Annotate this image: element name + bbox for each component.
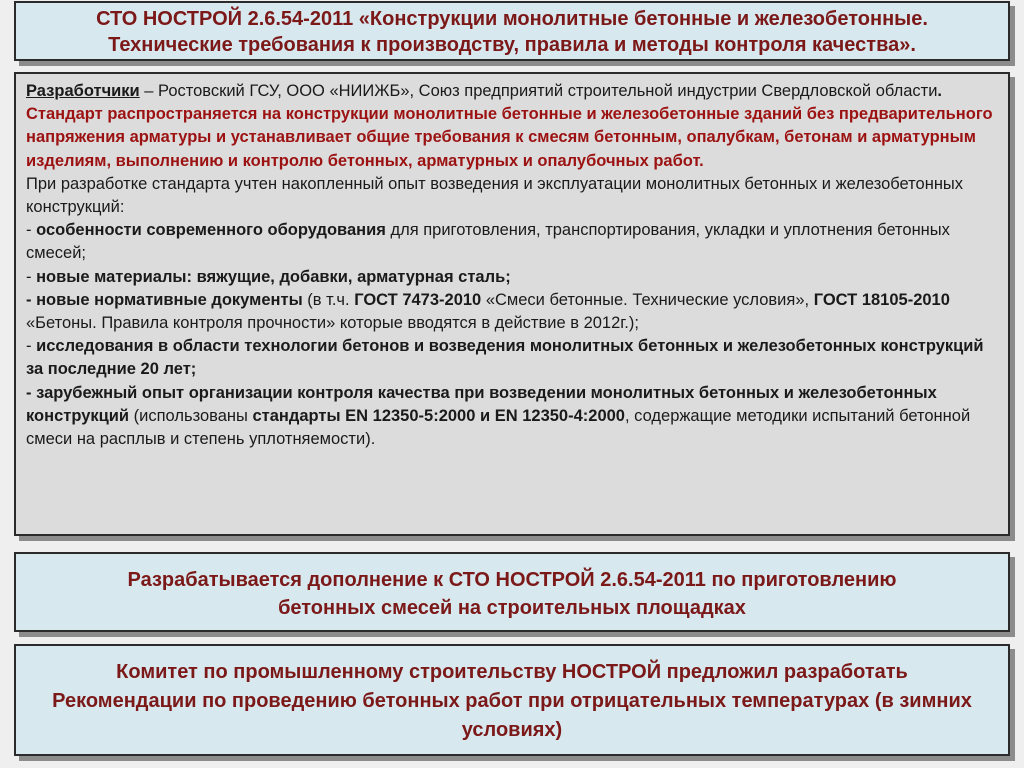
item-prefix: -: [26, 267, 37, 286]
committee-text: Комитет по промышленному строительству НОСТРОЙ предложил разработать Рекомендации по проведению бетонных работ при отрицательных температурах (в зимних условиях): [52, 661, 972, 741]
list-item-materials: [26, 266, 998, 289]
gost-7473: ГОСТ 7473-2010: [354, 290, 482, 309]
en-standards: стандарты EN 12350-5:2000 и EN 12350-4:2000: [252, 406, 625, 425]
scope-paragraph: Стандарт распространяется на конструкции монолитные бетонные и железобетонные зданий без предварительного напряжения арматуры и устанавливает общие требования к смесям бетонным, опалубкам, бетонам и арматурным изделиям, выполнению и контролю бетонных, арматурных и опалубочных работ.: [26, 105, 993, 170]
item-prefix: -: [26, 221, 37, 240]
item-foreign-text: , содержащие методики испытаний бетонной смеси на расплыв и степень уплотняемости).: [26, 406, 971, 449]
developers-text: – Ростовский ГСУ, ООО «НИИЖБ», Союз предприятий строительной индустрии Свердловской области: [139, 82, 938, 100]
title-line-2: Технические требования к производству, правила и методы контроля качества».: [108, 34, 916, 56]
item-documents-text: «Бетоны. Правила контроля прочности» которые вводятся в действие в 2012г.);: [26, 314, 639, 333]
title-box: [14, 1, 1010, 61]
list-item-foreign: [26, 382, 998, 452]
supplement-line-2: бетонных смесей на строительных площадках: [278, 597, 746, 619]
developers-paragraph: [26, 80, 998, 103]
supplement-line-1: Разрабатывается дополнение к СТО НОСТРОЙ 2.6.54-2011 по приготовлению: [127, 569, 897, 591]
item-documents-text: «Смеси бетонные. Технические условия»,: [481, 290, 814, 309]
item-equipment-bold: особенности современного оборудования: [36, 221, 386, 240]
developers-dot: .: [937, 82, 943, 100]
item-foreign-bold: - зарубежный опыт организации контроля качества при возведении монолитных бетонных и железобетонных конструкций: [26, 383, 937, 425]
title-line-1: СТО НОСТРОЙ 2.6.54-2011 «Конструкции монолитные бетонные и железобетонные.: [96, 8, 928, 30]
item-documents-text: (в т.ч.: [302, 290, 355, 309]
committee-note-box: [14, 644, 1010, 756]
item-foreign-text: (использованы: [129, 406, 253, 425]
item-research-bold: исследования в области технологии бетонов и возведения монолитных бетонных и железобетонных конструкций за последние 20 лет;: [26, 337, 984, 379]
gost-18105: ГОСТ 18105-2010: [813, 290, 950, 309]
item-materials-bold: новые материалы: вяжущие, добавки, арматурная сталь;: [36, 267, 511, 286]
developers-label: Разработчики: [26, 82, 140, 100]
list-item-research: [26, 335, 998, 381]
list-item-documents: [26, 289, 998, 335]
main-content-box: [14, 72, 1010, 536]
supplement-note-box: [14, 552, 1010, 632]
item-prefix: -: [26, 337, 37, 356]
item-documents-bold: - новые нормативные документы: [26, 290, 303, 309]
item-equipment-text: для приготовления, транспортирования, укладки и уплотнения бетонных смесей;: [26, 221, 950, 263]
intro-paragraph: При разработке стандарта учтен накопленный опыт возведения и эксплуатации монолитных бетонных и железобетонных конструкций:: [26, 174, 964, 217]
list-item-equipment: [26, 219, 998, 265]
